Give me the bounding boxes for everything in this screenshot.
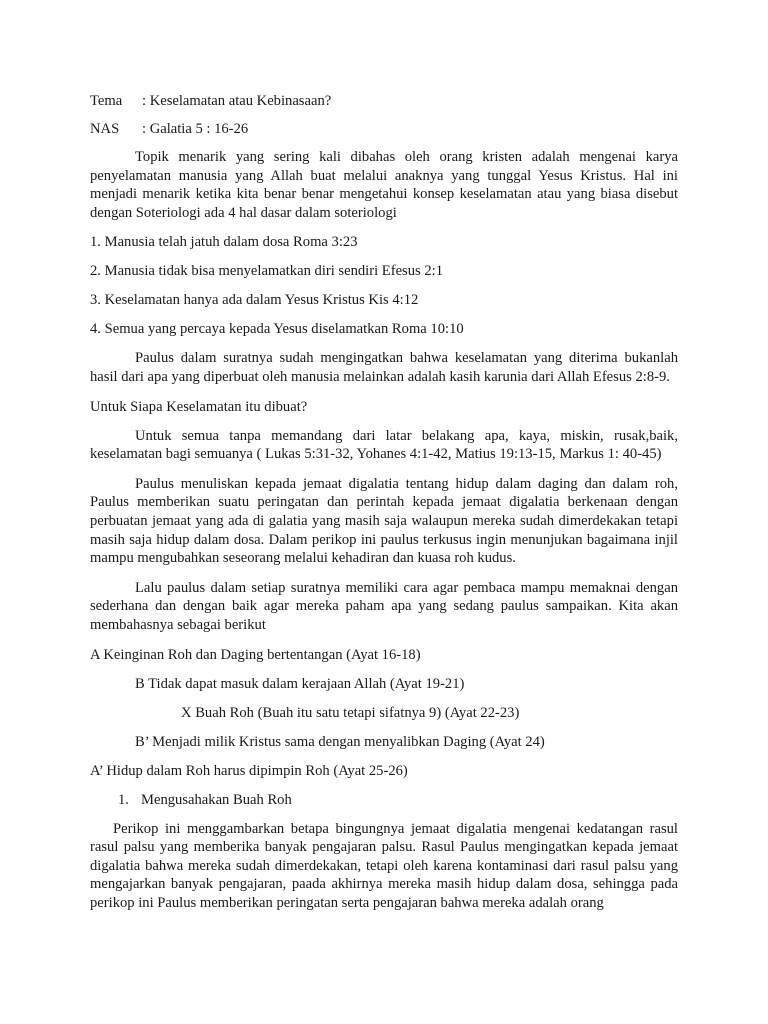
document-page <box>90 92 678 912</box>
tema-label: Tema <box>90 93 123 109</box>
galatia-paragraph: Paulus menuliskan kepada jemaat digalatia tentang hidup dalam daging dan dalam roh, Paulus memberikan suatu peringatan dan perintah kepada jemaat digalatia berkenaan dengan perbuatan jemaat yang ada di galatia yang masih saja walaupun mereka sudah dimerdekakan tetapi masih saja hidup dalam dosa. Dalam perikop ini paulus terkusus ingin menunjukan bagaimana injil mampu mengubahkan seseorang melalui kehadiran dan kuasa roh kudus. <box>90 475 678 567</box>
outline-b: B Tidak dapat masuk dalam kerajaan Allah (Ayat 19-21) <box>135 675 465 692</box>
outline-b-prime: B’ Menjadi milik Kristus sama dengan menyalibkan Daging (Ayat 24) <box>135 733 545 750</box>
outline-a: A Keinginan Roh dan Daging bertentangan (Ayat 16-18) <box>90 646 421 663</box>
lalu-paragraph: Lalu paulus dalam setiap suratnya memiliki cara agar pembaca mampu memaknai dengan sederhana dan dengan baik agar mereka paham apa yang sedang paulus sampaikan. Kita akan membahasnya sebagai berikut <box>90 579 678 633</box>
outline-a-prime: A’ Hidup dalam Roh harus dipimpin Roh (Ayat 25-26) <box>90 762 408 779</box>
question-heading: Untuk Siapa Keselamatan itu dibuat? <box>90 398 308 415</box>
point-item: 1. Manusia telah jatuh dalam dosa Roma 3:23 <box>90 234 358 251</box>
perikop-paragraph: Perikop ini menggambarkan betapa bingungnya jemaat digalatia mengenai kedatangan rasul rasul palsu yang memberika banyak pengajaran palsu. Rasul Paulus mengingatkan kepada jemaat digalatia bahwa mereka sudah dimerdekakan, tetapi oleh karena kontaminasi dari rasul palsu yang mengajarkan banyak pengajaran, paada akhirnya mereka masih hidup dalam dosa, sehingga pada perikop ini Paulus memberikan peringatan serta pengajaran bahwa mereka adalah orang <box>90 820 678 911</box>
nas-line <box>90 120 678 138</box>
outline-x: X Buah Roh (Buah itu satu tetapi sifatnya 9) (Ayat 22-23) <box>181 704 520 721</box>
nas-label: NAS <box>90 121 120 137</box>
point-item: 2. Manusia tidak bisa menyelamatkan diri sendiri Efesus 2:1 <box>90 263 444 280</box>
section-heading <box>90 791 678 809</box>
intro-paragraph: Topik menarik yang sering kali dibahas oleh orang kristen adalah mengenai karya penyelamatan manusia yang Allah buat melalui anaknya yang tunggal Yesus Kristus. Hal ini menjadi menarik ketika kita benar benar mengetahui konsep keselamatan atau yang biasa disebut dengan Soteriologi ada 4 hal dasar dalam soteriologi <box>90 149 678 221</box>
section-number: 1. <box>118 791 129 808</box>
point-item: 3. Keselamatan hanya ada dalam Yesus Kristus Kis 4:12 <box>90 292 419 309</box>
tema-line <box>90 92 678 110</box>
paulus-paragraph: Paulus dalam suratnya sudah mengingatkan bahwa keselamatan yang diterima bukanlah hasil dari apa yang diperbuat oleh manusia melainkan adalah kasih karunia dari Allah Efesus 2:8-9. <box>90 350 678 385</box>
nas-value: : Galatia 5 : 16-26 <box>142 121 249 137</box>
section-title: Mengusahakan Buah Roh <box>141 791 292 808</box>
answer-paragraph: Untuk semua tanpa memandang dari latar belakang apa, kaya, miskin, rusak,baik, keselamatan bagi semuanya ( Lukas 5:31-32, Yohanes 4:1-42, Matius 19:13-15, Markus 1: 40-45) <box>90 427 678 463</box>
point-item: 4. Semua yang percaya kepada Yesus diselamatkan Roma 10:10 <box>90 321 464 338</box>
tema-value: : Keselamatan atau Kebinasaan? <box>142 93 332 109</box>
